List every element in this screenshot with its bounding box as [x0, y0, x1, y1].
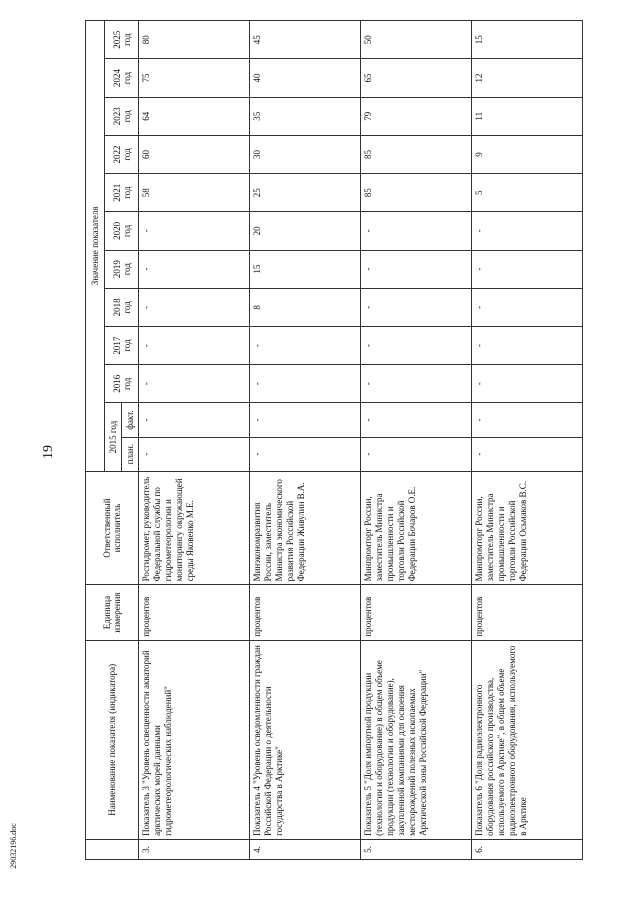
responsible-cell: Росгидромет, руководитель Федеральной службы по гидрометеорологии и мониторингу окружающей среды Яковенко М.Е.: [139, 471, 250, 585]
value-cell: -: [361, 403, 472, 437]
value-cell: -: [139, 326, 250, 364]
header-name: Наименование показателя (индикатора): [86, 640, 139, 839]
value-cell: -: [250, 326, 361, 364]
value-cell: 12: [472, 59, 583, 97]
header-num: [86, 839, 139, 859]
header-year: 2019 год: [105, 250, 139, 288]
indicator-table: [85, 20, 583, 860]
unit-cell: процентов: [472, 585, 583, 640]
value-cell: 25: [250, 174, 361, 212]
value-cell: -: [361, 250, 472, 288]
unit-cell: процентов: [139, 585, 250, 640]
value-cell: 79: [361, 97, 472, 135]
row-number: 4.: [250, 839, 361, 859]
value-cell: -: [472, 288, 583, 326]
unit-cell: процентов: [361, 585, 472, 640]
value-cell: 40: [250, 59, 361, 97]
value-cell: -: [139, 437, 250, 471]
value-cell: -: [361, 365, 472, 403]
value-cell: 85: [361, 135, 472, 173]
value-cell: -: [361, 326, 472, 364]
value-cell: 15: [472, 21, 583, 59]
value-cell: -: [361, 437, 472, 471]
page-number: 19: [41, 445, 56, 459]
value-cell: 58: [139, 174, 250, 212]
header-responsible: Ответственный исполнитель: [86, 471, 139, 585]
row-number: 6.: [472, 839, 583, 859]
row-number: 5.: [361, 839, 472, 859]
value-cell: 60: [139, 135, 250, 173]
rotated-table-container: [85, 20, 625, 860]
header-year: 2020 год: [105, 212, 139, 250]
indicator-name: Показатель 6 "Доля радиоэлектронного оборудования российского производства, используемого в Арктике", в общем объеме радиоэлектронного оборудования, используемого в Арктике: [472, 640, 583, 839]
value-cell: -: [472, 365, 583, 403]
table-row: [250, 21, 361, 860]
header-year: 2025 год: [105, 21, 139, 59]
value-cell: 85: [361, 174, 472, 212]
footer-doc-code: 29032196.doc: [9, 823, 18, 869]
table-row: [472, 21, 583, 860]
table-row: [361, 21, 472, 860]
value-cell: -: [139, 365, 250, 403]
value-cell: 45: [250, 21, 361, 59]
table-row: [139, 21, 250, 860]
header-year: 2018 год: [105, 288, 139, 326]
value-cell: 11: [472, 97, 583, 135]
value-cell: -: [472, 437, 583, 471]
value-cell: -: [139, 288, 250, 326]
header-unit: Единица измерения: [86, 585, 139, 640]
indicator-name: Показатель 5 "Доля импортной продукции (технологии и оборудование) в общем объеме продукции (технологии и оборудование), закупленной компаниями для освоения месторождений полезных ископаемых Арктической зоны Российской Федерации": [361, 640, 472, 839]
value-cell: -: [472, 212, 583, 250]
indicator-name: Показатель 3 "Уровень освещенности акваторий арктических морей данными гидрометеорологических наблюдений": [139, 640, 250, 839]
value-cell: -: [250, 437, 361, 471]
value-cell: -: [361, 212, 472, 250]
value-cell: -: [139, 212, 250, 250]
value-cell: 64: [139, 97, 250, 135]
value-cell: -: [250, 365, 361, 403]
value-cell: -: [250, 403, 361, 437]
unit-cell: процентов: [250, 585, 361, 640]
value-cell: 5: [472, 174, 583, 212]
value-cell: 8: [250, 288, 361, 326]
header-year: 2023 год: [105, 97, 139, 135]
value-cell: 80: [139, 21, 250, 59]
header-year: 2022 год: [105, 135, 139, 173]
value-cell: 30: [250, 135, 361, 173]
header-year: 2021 год: [105, 174, 139, 212]
value-cell: 20: [250, 212, 361, 250]
value-cell: 9: [472, 135, 583, 173]
value-cell: -: [139, 250, 250, 288]
header-year-2015: 2015 год: [105, 403, 122, 471]
row-number: 3.: [139, 839, 250, 859]
indicator-name: Показатель 4 "Уровень осведомленности граждан Российской Федерации о деятельности государства в Арктике": [250, 640, 361, 839]
header-fact: факт.: [122, 403, 139, 437]
value-cell: 35: [250, 97, 361, 135]
value-cell: -: [139, 403, 250, 437]
header-year: 2017 год: [105, 326, 139, 364]
value-cell: -: [361, 288, 472, 326]
value-cell: -: [472, 326, 583, 364]
value-cell: 75: [139, 59, 250, 97]
value-cell: -: [472, 250, 583, 288]
value-cell: -: [472, 403, 583, 437]
value-cell: 15: [250, 250, 361, 288]
responsible-cell: Минпромторг России, заместитель Министра промышленности и торговли Российской Федерации Бочаров О.Е.: [361, 471, 472, 585]
responsible-cell: Минпромторг России, заместитель Министра промышленности и торговли Российской Федерации Осьмаков В.С.: [472, 471, 583, 585]
responsible-cell: Минэкономразвития России, заместитель Министра экономического развития Российской Федерации Живулин В.А.: [250, 471, 361, 585]
value-cell: 65: [361, 59, 472, 97]
value-cell: 50: [361, 21, 472, 59]
header-plan: план.: [122, 437, 139, 471]
header-values-group: Значение показателя: [86, 21, 105, 472]
header-year: 2016 год: [105, 365, 139, 403]
header-year: 2024 год: [105, 59, 139, 97]
